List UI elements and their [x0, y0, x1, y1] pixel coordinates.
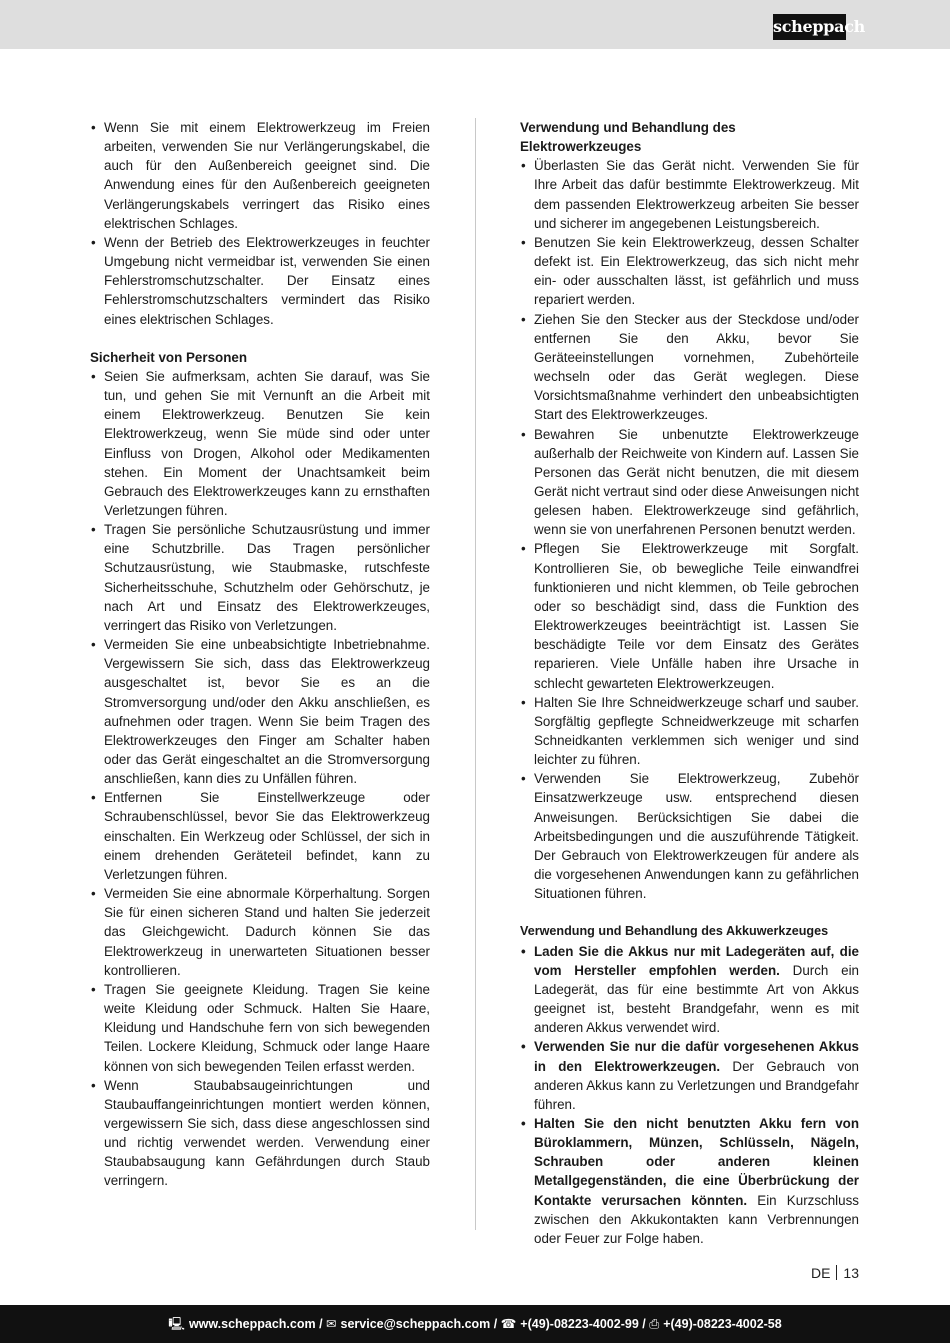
page-number	[811, 1265, 859, 1281]
computer-icon: 🖳	[168, 1317, 185, 1331]
personal-safety-list	[90, 367, 430, 1191]
footer-fax: +(49)-08223-4002-58	[663, 1317, 782, 1331]
footer-separator: /	[315, 1317, 327, 1331]
list-item: • Wenn der Betrieb des Elektrowerkzeuges in feuchter Umgebung nicht vermeidbar ist, verwenden Sie einen Fehlerstromschutzschalter. Der Einsatz eines Fehlerstromschutzschalters vermindert das Risiko eines elektrischen Schlages.	[90, 233, 430, 329]
power-tool-use-list	[520, 156, 859, 903]
list-item: • Ziehen Sie den Stecker aus der Steckdose und/oder entfernen Sie den Akku, bevor Sie Geräteeinstellungen vornehmen, Zubehörteile wechseln oder das Gerät weglegen. Diese Vorsichtsmaßnahme verhindert den unbeabsichtigten Start des Elektrowerkzeuges.	[520, 310, 859, 425]
language-code: DE	[810, 1265, 831, 1281]
list-item: • Tragen Sie geeignete Kleidung. Tragen Sie keine weite Kleidung oder Schmuck. Halten Sie Haare, Kleidung und Handschuhe fern von sich bewegenden Teilen. Lockere Kleidung, Schmuck oder lange Haare können von sich bewegenden Teilen erfasst werden.	[90, 980, 430, 1076]
list-item	[520, 1114, 859, 1248]
email-icon: ✉	[326, 1317, 337, 1331]
list-item-bold-text: Halten Sie den nicht benutzten Akku fern von Büroklammern, Münzen, Schlüsseln, Nägeln, Schrauben oder anderen kleinen Metallgegenständen, die eine Überbrückung der Kontakte verursachen könnten.	[534, 1115, 859, 1208]
footer-email[interactable]: service@scheppach.com	[340, 1317, 491, 1331]
phone-icon: ☎	[500, 1317, 517, 1331]
footer-phone: +(49)-08223-4002-99	[520, 1317, 639, 1331]
section-heading-battery-tool-use: Verwendung und Behandlung des Akkuwerkzeuges	[520, 924, 829, 939]
list-item: • Wenn Staubabsaugeinrichtungen und Staubauffangeinrichtungen montiert werden können, vergewissern Sie sich, dass diese angeschlossen sind und richtig verwendet werden. Verwendung einer Staubabsaugung kann Gefährdungen durch Staub verringern.	[90, 1076, 430, 1191]
list-item: • Tragen Sie persönliche Schutzausrüstung und immer eine Schutzbrille. Das Tragen persönlicher Schutzausrüstung, wie Staubmaske, rutschfeste Sicherheitsschuhe, Schutzhelm oder Gehörschutz, je nach Art und Einsatz des Elektrowerkzeuges, verringert das Risiko von Verletzungen.	[90, 520, 430, 635]
scheppach-logo: scheppach	[773, 14, 846, 40]
fax-icon: ⎙	[649, 1317, 660, 1331]
list-item: • Seien Sie aufmerksam, achten Sie darauf, was Sie tun, und gehen Sie mit Vernunft an die Arbeit mit einem Elektrowerkzeug. Benutzen Sie kein Elektrowerkzeug, wenn Sie müde sind oder unter Einfluss von Drogen, Alkohol oder Medikamenten stehen. Ein Moment der Unachtsamkeit beim Gebrauch des Elektrowerkzeuges kann zu ernsthaften Verletzungen führen.	[90, 367, 430, 520]
battery-tool-use-list	[520, 942, 859, 1249]
list-item: • Vermeiden Sie eine abnormale Körperhaltung. Sorgen Sie für einen sicheren Stand und halten Sie jederzeit das Gleichgewicht. Dadurch können Sie das Elektrowerkzeug in unerwarteten Situationen besser kontrollieren.	[90, 884, 430, 980]
left-column	[90, 118, 430, 1191]
footer-separator: /	[638, 1317, 650, 1331]
list-item: • Wenn Sie mit einem Elektrowerkzeug im Freien arbeiten, verwenden Sie nur Verlängerungskabel, die auch für den Außenbereich geeignet sind. Die Anwendung eines für den Außenbereich geeigneten Verlängerungskabels verringert das Risiko eines elektrischen Schlages.	[90, 118, 430, 233]
list-item-text: Ein Kurzschluss zwischen den Akkukontakten kann Verbrennungen oder Feuer zur Folge haben.	[534, 1192, 859, 1246]
list-item: • Bewahren Sie unbenutzte Elektrowerkzeuge außerhalb der Reichweite von Kindern auf. Lassen Sie Personen das Gerät nicht benutzen, die mit diesem Gerät nicht vertraut sind oder diese Anweisungen nicht gelesen haben. Elektrowerkzeuge sind gefährlich, wenn sie von unerfahrenen Personen benutzt werden.	[520, 425, 859, 540]
list-item: • Entfernen Sie Einstellwerkzeuge oder Schraubenschlüssel, bevor Sie das Elektrowerkzeug einschalten. Ein Werkzeug oder Schlüssel, der sich in einem drehenden Geräteteil befindet, kann zu Verletzungen führen.	[90, 788, 430, 884]
list-item: • Verwenden Sie Elektrowerkzeug, Zubehör Einsatzwerkzeuge usw. entsprechend diesen Anweisungen. Berücksichtigen Sie dabei die Arbeitsbedingungen und die auszuführende Tätigkeit. Der Gebrauch von Elektrowerkzeugen für andere als die vorgesehenen Anwendungen kann zu gefährlichen Situationen führen.	[520, 769, 859, 903]
list-item	[520, 1037, 859, 1114]
list-item: • Halten Sie Ihre Schneidwerkzeuge scharf und sauber. Sorgfältig gepflegte Schneidwerkzeuge mit scharfen Schneidkanten verklemmen sich weniger und sind leichter zu führen.	[520, 693, 859, 770]
list-item-bold-text: Laden Sie die Akkus nur mit Ladegeräten auf, die vom Hersteller empfohlen werden.	[534, 943, 859, 978]
page-number-divider	[836, 1265, 837, 1280]
list-item: • Pflegen Sie Elektrowerkzeuge mit Sorgfalt. Kontrollieren Sie, ob bewegliche Teile einwandfrei funktionieren und nicht klemmen, ob Teile gebrochen oder so beschädigt sind, dass die Funktion des Elektrowerkzeuges beeinträchtigt ist. Lassen Sie beschädigte Teile vor dem Einsatz des Gerätes reparieren. Viele Unfälle haben ihre Ursache in schlecht gewarteten Elektrowerkzeugen.	[520, 539, 859, 692]
column-divider	[475, 118, 476, 1230]
page-number-value: 13	[843, 1265, 859, 1281]
section-heading-power-tool-use: Verwendung und Behandlung des Elektrowerkzeuges	[520, 120, 736, 155]
right-column	[520, 118, 859, 1248]
section-heading-personal-safety: Sicherheit von Personen	[90, 349, 248, 365]
footer-separator: /	[490, 1317, 501, 1331]
list-item: • Überlasten Sie das Gerät nicht. Verwenden Sie für Ihre Arbeit das dafür bestimmte Elektrowerkzeug. Mit dem passenden Elektrowerkzeug arbeiten Sie besser und sicherer im angegebenen Leistungsbereich.	[520, 156, 859, 233]
footer-website[interactable]: www.scheppach.com	[188, 1317, 316, 1331]
header-bar	[0, 0, 950, 49]
list-item: • Benutzen Sie kein Elektrowerkzeug, dessen Schalter defekt ist. Ein Elektrowerkzeug, das sich nicht mehr ein- oder ausschalten lässt, ist gefährlich und muss repariert werden.	[520, 233, 859, 310]
list-item-bold-text: Verwenden Sie nur die dafür vorgesehenen Akkus in den Elektrowerkzeugen.	[534, 1039, 859, 1074]
list-item-text: Der Gebrauch von anderen Akkus kann zu Verletzungen und Brandgefahr führen.	[534, 1058, 859, 1112]
list-item	[520, 942, 859, 1038]
list-item: • Vermeiden Sie eine unbeabsichtigte Inbetriebnahme. Vergewissern Sie sich, dass das Elektrowerkzeug ausgeschaltet ist, bevor Sie es an die Stromversorgung und/oder den Akku anschließen, es aufnehmen oder tragen. Wenn Sie beim Tragen des Elektrowerkzeuges den Finger am Schalter haben oder das Gerät eingeschaltet an die Stromversorgung anschließen, kann dies zu Unfällen führen.	[90, 635, 430, 788]
footer-bar	[0, 1305, 950, 1343]
list-item-text: Durch ein Ladegerät, das für eine bestimmte Art von Akkus geeignet ist, besteht Brandgefahr, wenn es mit anderen Akkus verwendet wird.	[534, 962, 859, 1036]
intro-bullet-list	[90, 118, 430, 329]
